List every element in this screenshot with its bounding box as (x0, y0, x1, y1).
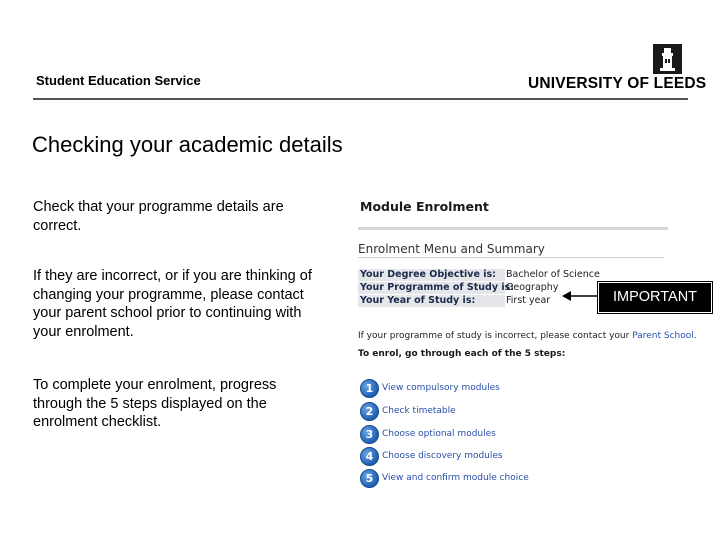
detail-label: Your Year of Study is: (358, 295, 505, 307)
step-view-confirm-module-choice[interactable] (360, 469, 610, 489)
step-number-icon: 1 (360, 379, 379, 398)
detail-label: Your Degree Objective is: (358, 269, 505, 281)
panel-title: Module Enrolment (360, 199, 489, 214)
step-view-compulsory-modules[interactable] (360, 379, 610, 399)
step-link[interactable]: Check timetable (382, 406, 456, 416)
page-title: Checking your academic details (32, 132, 343, 157)
step-link[interactable]: Choose discovery modules (382, 451, 503, 461)
detail-value: Bachelor of Science (506, 269, 600, 280)
panel-divider (358, 227, 668, 230)
step-choose-discovery-modules[interactable] (360, 447, 610, 467)
important-callout: IMPORTANT (598, 282, 712, 313)
menu-divider (358, 257, 664, 258)
degree-objective-row (358, 269, 668, 282)
step-choose-optional-modules[interactable] (360, 425, 610, 445)
detail-value: Geography (506, 282, 559, 293)
contact-text-end: . (693, 331, 697, 341)
detail-label: Your Programme of Study is: (360, 282, 515, 293)
detail-value: First year (506, 295, 551, 306)
module-enrolment-screenshot (358, 196, 697, 496)
step-link[interactable]: View and confirm module choice (382, 473, 529, 483)
contact-text: If your programme of study is incorrect, please contact your (358, 331, 633, 341)
step-number-icon: 2 (360, 402, 379, 421)
header-divider (33, 98, 688, 100)
step-number-icon: 3 (360, 425, 379, 444)
step-check-timetable[interactable] (360, 402, 610, 422)
step-number-icon: 4 (360, 447, 379, 466)
university-crest-icon (653, 44, 682, 74)
contact-instruction (358, 331, 697, 341)
steps-heading: To enrol, go through each of the 5 steps: (358, 349, 566, 359)
instruction-paragraph: Check that your programme details are correct. (33, 199, 284, 234)
menu-title: Enrolment Menu and Summary (358, 242, 545, 256)
service-label: Student Education Service (36, 73, 201, 88)
university-logo-text: UNIVERSITY OF LEEDS (528, 75, 707, 92)
step-link[interactable]: Choose optional modules (382, 429, 496, 439)
step-link[interactable]: View compulsory modules (382, 383, 500, 393)
step-number-icon: 5 (360, 469, 379, 488)
instruction-paragraph: If they are incorrect, or if you are thinking of changing your programme, please contact your parent school prior to continuing with your enrolment. (33, 268, 312, 340)
instruction-paragraph: To complete your enrolment, progress through the 5 steps displayed on the enrolment checklist. (33, 377, 277, 430)
arrow-left-icon (560, 286, 600, 306)
parent-school-link[interactable]: Parent School (632, 331, 694, 341)
